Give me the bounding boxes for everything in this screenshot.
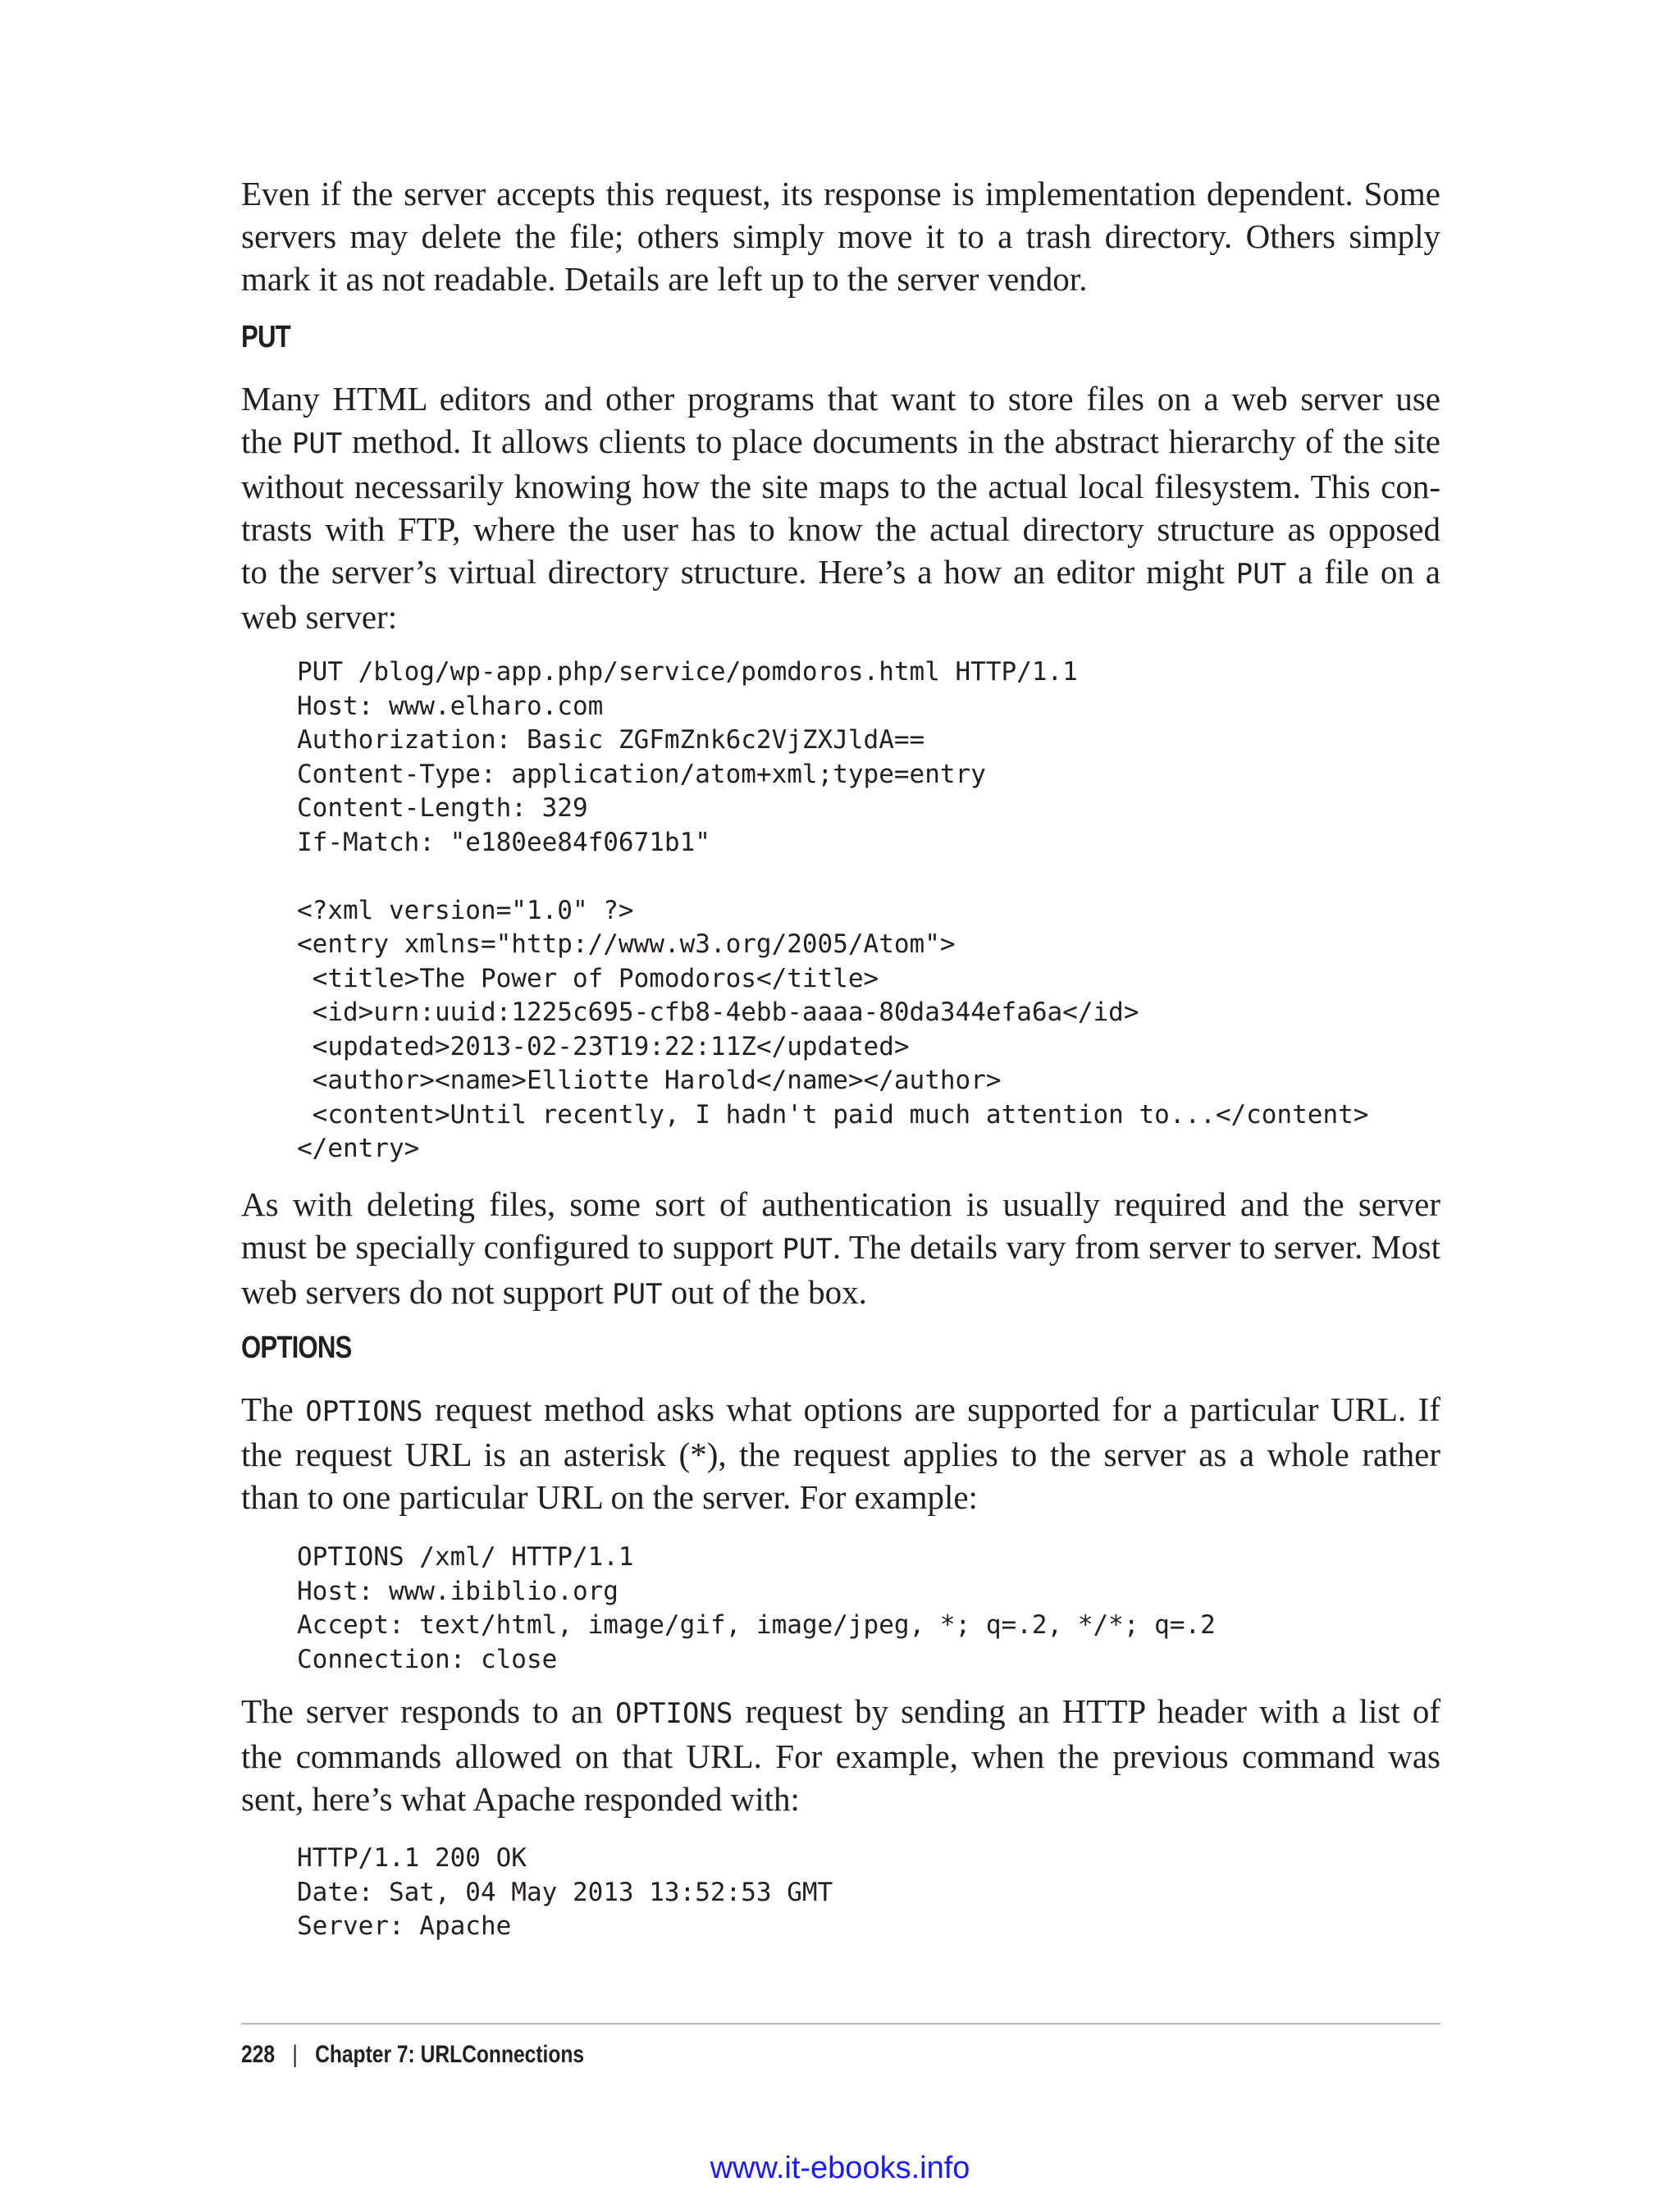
inline-code: PUT bbox=[612, 1278, 663, 1311]
page-footer bbox=[241, 2036, 914, 2074]
text-line: The OPTIONS request method asks what options are supported for a particular URL. If bbox=[241, 1390, 1440, 1428]
text-line: As with deleting files, some sort of authentication is usually required and the server bbox=[241, 1185, 1440, 1223]
text-line: trasts with FTP, where the user has to know the actual directory structure as opposed bbox=[241, 510, 1440, 548]
paragraph-delete-response bbox=[241, 172, 1440, 300]
text-line: Many HTML editors and other programs that want to store files on a web server use bbox=[241, 380, 1440, 418]
text-line: web server: bbox=[241, 598, 398, 636]
source-link[interactable]: www.it-ebooks.info bbox=[710, 2151, 970, 2185]
paragraph-options-intro bbox=[241, 1388, 1440, 1518]
code-block-options-request: OPTIONS /xml/ HTTP/1.1 Host: www.ibiblio.org Accept: text/html, image/gif, image/jpeg, *; q=.2, */*; q=.2 Connection: close bbox=[297, 1542, 1216, 1674]
heading-options: OPTIONS bbox=[241, 1331, 352, 1365]
chapter-title: Chapter 7: URLConnections bbox=[315, 2041, 585, 2068]
book-page bbox=[241, 0, 1440, 2205]
inline-code: PUT bbox=[782, 1233, 833, 1266]
inline-code: OPTIONS bbox=[615, 1697, 733, 1730]
inline-code: PUT bbox=[291, 427, 343, 460]
text-line: the request URL is an asterisk (*), the request applies to the server as a whole rather bbox=[241, 1436, 1440, 1473]
text-line: the commands allowed on that URL. For example, when the previous command was bbox=[241, 1737, 1440, 1775]
paragraph-put-intro bbox=[241, 377, 1440, 638]
text-line: sent, here’s what Apache responded with: bbox=[241, 1780, 800, 1818]
footer-divider bbox=[241, 2023, 1440, 2025]
footer-separator: | bbox=[292, 2041, 298, 2068]
inline-code: PUT bbox=[1235, 558, 1287, 591]
text-line: servers may delete the file; others simply move it to a trash directory. Others simply bbox=[241, 217, 1440, 255]
inline-code: OPTIONS bbox=[305, 1395, 423, 1428]
text-line: without necessarily knowing how the site maps to the actual local filesystem. This con‐ bbox=[241, 468, 1440, 505]
page-number: 228 bbox=[241, 2041, 276, 2068]
code-block-apache-response: HTTP/1.1 200 OK Date: Sat, 04 May 2013 13:52:53 GMT Server: Apache bbox=[297, 1843, 833, 1941]
text-line: must be specially configured to support PUT. The details vary from server to server. Most bbox=[241, 1228, 1440, 1266]
text-line: The server responds to an OPTIONS request by sending an HTTP header with a list of bbox=[241, 1692, 1440, 1730]
text-line: to the server’s virtual directory structure. Here’s a how an editor might PUT a file on a bbox=[241, 553, 1441, 591]
text-line: Even if the server accepts this request, its response is implementation dependent. Some bbox=[241, 175, 1440, 212]
paragraph-put-auth bbox=[241, 1183, 1440, 1316]
text-line: than to one particular URL on the server. For example: bbox=[241, 1478, 978, 1516]
text-line: mark it as not readable. Details are left up to the server vendor. bbox=[241, 260, 1088, 298]
text-line: web servers do not support PUT out of the box. bbox=[241, 1273, 867, 1311]
code-block-put-request: PUT /blog/wp-app.php/service/pomdoros.html HTTP/1.1 Host: www.elharo.com Authorization: Basic ZGFmZnk6c2VjZXJldA== Content-Type: application/atom+xml;type=entry Content-Length: 329 If-Match: "e180ee84f0671b1" <?xml version="1.0" ?> <entry xmlns="http://www.w3.org/2005/Atom"> <title>The Power of Pomodoros</title> <id>urn:uuid:1225c695-cfb8-4ebb-aaaa-80da344efa6a</id> <updated>2013-02-23T19:22:11Z</updated> <author><name>Elliotte Harold</name></author> <content>Until recently, I hadn't paid much attention to...</content> </entry> bbox=[297, 657, 1369, 1163]
text-line: the PUT method. It allows clients to place documents in the abstract hierarchy of the site bbox=[241, 422, 1440, 460]
paragraph-options-response bbox=[241, 1690, 1440, 1820]
heading-put: PUT bbox=[241, 320, 290, 354]
